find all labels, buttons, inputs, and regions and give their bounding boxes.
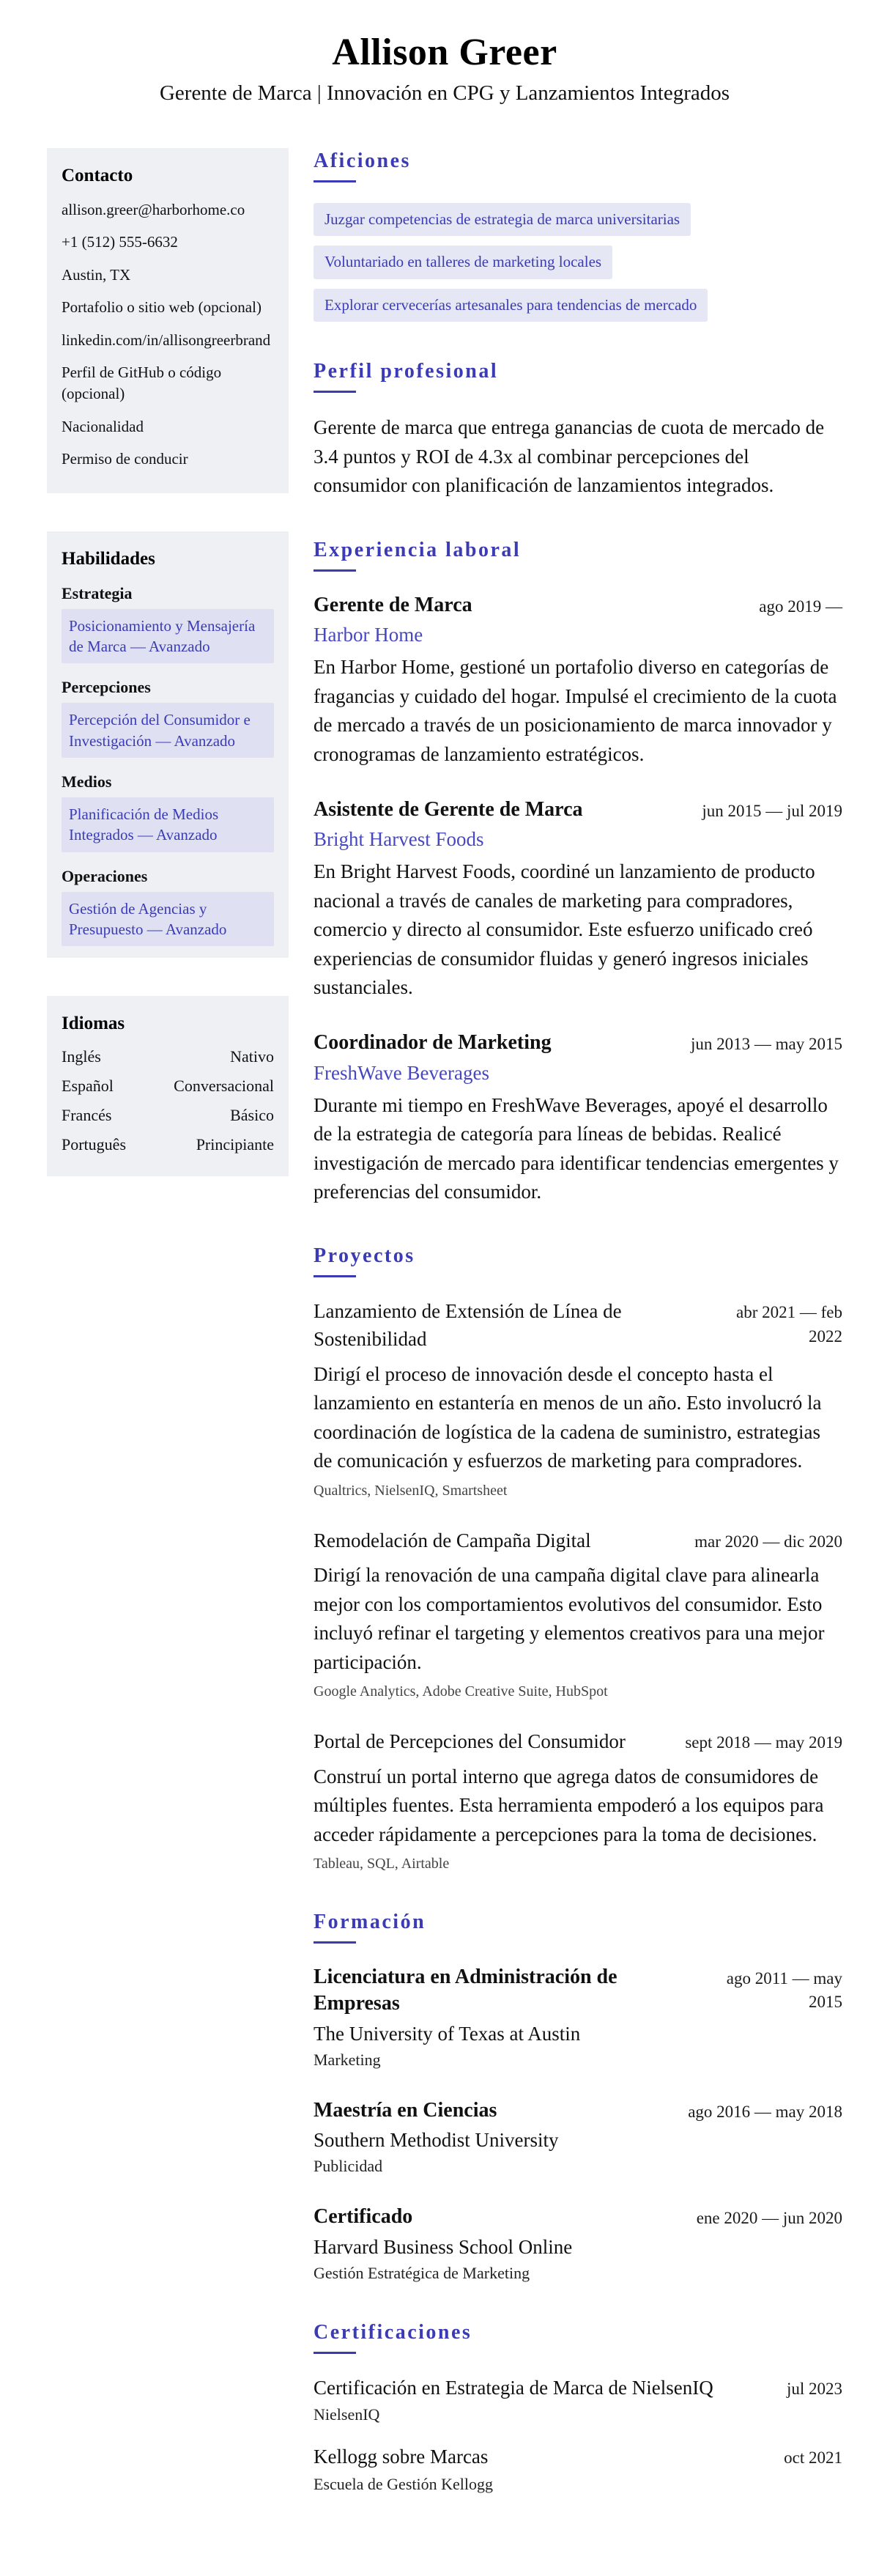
language-row bbox=[62, 1047, 274, 1066]
projects-section bbox=[314, 1244, 842, 1872]
profile-section-title: Perfil profesional bbox=[314, 359, 499, 383]
certification-date: jul 2023 bbox=[786, 2379, 842, 2398]
certifications-section-title: Certificaciones bbox=[314, 2320, 472, 2344]
certification-name: Certificación en Estrategia de Marca de NielsenIQ bbox=[314, 2376, 713, 2399]
hobby-row bbox=[314, 246, 842, 278]
main-column bbox=[314, 148, 842, 2532]
certification-issuer: Escuela de Gestión Kellogg bbox=[314, 2475, 493, 2494]
skills-section-title: Habilidades bbox=[62, 548, 155, 569]
project-tools: Google Analytics, Adobe Creative Suite, HubSpot bbox=[314, 1683, 608, 1700]
language-row bbox=[62, 1077, 274, 1096]
contact-portfolio: Portafolio o sitio web (opcional) bbox=[62, 298, 262, 317]
contact-linkedin: linkedin.com/in/allisongreerbrand bbox=[62, 331, 271, 349]
contact-section-title: Contacto bbox=[62, 166, 133, 185]
skill-group-label: Medios bbox=[62, 772, 112, 791]
education-entry bbox=[314, 2097, 842, 2176]
section-underline bbox=[314, 180, 356, 182]
certification-date: oct 2021 bbox=[784, 2448, 842, 2468]
hobby-pill: Voluntariado en talleres de marketing locales bbox=[314, 246, 612, 278]
language-name: Inglés bbox=[62, 1047, 101, 1066]
project-tools: Qualtrics, NielsenIQ, Smartsheet bbox=[314, 1482, 508, 1499]
language-level: Conversacional bbox=[174, 1077, 274, 1096]
project-description: Dirigí el proceso de innovación desde el concepto hasta el lanzamiento en estantería en menos de un año. Esto involucró la coordinación de logística de la cadena de suministro, estrategias de comunicación y esfuerzos de marketing para compradores. bbox=[314, 1363, 822, 1472]
candidate-name: Allison Greer bbox=[332, 32, 557, 73]
skill-chip: Gestión de Agencias y Presupuesto — Avanzado bbox=[62, 892, 274, 947]
skills-section bbox=[47, 531, 289, 959]
degree-name: Licenciatura en Administración de Empresas bbox=[314, 1966, 617, 2015]
languages-section-title: Idiomas bbox=[62, 1014, 125, 1034]
languages-section bbox=[47, 996, 289, 1176]
profile-section bbox=[314, 360, 842, 501]
skill-chip: Planificación de Medios Integrados — Avanzado bbox=[62, 797, 274, 852]
language-name: Francés bbox=[62, 1106, 112, 1125]
experience-section-title: Experiencia laboral bbox=[314, 538, 522, 561]
school-name: Harvard Business School Online bbox=[314, 2235, 573, 2258]
skill-group-strategy bbox=[62, 584, 274, 664]
certifications-section bbox=[314, 2321, 842, 2495]
project-dates: mar 2020 — dic 2020 bbox=[694, 1532, 842, 1551]
section-underline bbox=[314, 391, 356, 393]
skill-group-insights bbox=[62, 678, 274, 758]
education-dates: ago 2016 — may 2018 bbox=[688, 2102, 842, 2121]
skill-chip: Posicionamiento y Mensajería de Marca — Avanzado bbox=[62, 609, 274, 664]
project-tools: Tableau, SQL, Airtable bbox=[314, 1856, 450, 1872]
project-entry bbox=[314, 1527, 842, 1700]
experience-entry bbox=[314, 1030, 842, 1206]
section-underline bbox=[314, 2352, 356, 2354]
job-description: Durante mi tiempo en FreshWave Beverages, apoyé el desarrollo de la estrategia de categoría para líneas de bebidas. Realicé investigación de mercado para identificar tendencias emergentes y preferencias del consumidor. bbox=[314, 1093, 839, 1203]
hobby-row bbox=[314, 289, 842, 322]
project-entry bbox=[314, 1298, 842, 1499]
section-underline bbox=[314, 1941, 356, 1944]
projects-section-title: Proyectos bbox=[314, 1244, 415, 1268]
education-dates: ago 2011 — may 2015 bbox=[726, 1969, 842, 2012]
company-link[interactable]: FreshWave Beverages bbox=[314, 1061, 489, 1084]
project-name: Lanzamiento de Extensión de Línea de Sostenibilidad bbox=[314, 1300, 622, 1351]
project-name: Portal de Percepciones del Consumidor bbox=[314, 1730, 626, 1753]
resume-header bbox=[47, 31, 842, 106]
school-name: Southern Methodist University bbox=[314, 2129, 559, 2152]
skill-group-media bbox=[62, 772, 274, 852]
language-row bbox=[62, 1135, 274, 1154]
field-of-study: Publicidad bbox=[314, 2157, 383, 2176]
education-section bbox=[314, 1911, 842, 2283]
hobby-pill: Explorar cervecerías artesanales para tendencias de mercado bbox=[314, 289, 708, 322]
job-dates: jun 2013 — may 2015 bbox=[691, 1035, 842, 1054]
certification-entry bbox=[314, 2443, 842, 2494]
hobby-row bbox=[314, 203, 842, 236]
project-entry bbox=[314, 1728, 842, 1872]
field-of-study: Gestión Estratégica de Marketing bbox=[314, 2263, 530, 2282]
experience-entry bbox=[314, 592, 842, 769]
language-name: Português bbox=[62, 1135, 126, 1154]
hobbies-section-title: Aficiones bbox=[314, 150, 411, 172]
job-description: En Bright Harvest Foods, coordiné un lanzamiento de producto nacional a través de canales de marketing para compradores, comercio y directo al consumidor. Este esfuerzo unificado creó experiencias de consumidor fluidas y generó ingresos iniciales sustanciales. bbox=[314, 860, 815, 998]
project-name: Remodelación de Campaña Digital bbox=[314, 1529, 591, 1551]
contact-section bbox=[47, 148, 289, 493]
project-dates: sept 2018 — may 2019 bbox=[685, 1733, 842, 1752]
contact-github: Perfil de GitHub o código (opcional) bbox=[62, 363, 222, 403]
content-columns bbox=[47, 148, 842, 2532]
skill-chip: Percepción del Consumidor e Investigación — Avanzado bbox=[62, 703, 274, 758]
hobby-pill: Juzgar competencias de estrategia de marca universitarias bbox=[314, 203, 691, 236]
certification-issuer: NielsenIQ bbox=[314, 2405, 380, 2424]
company-link[interactable]: Harbor Home bbox=[314, 624, 423, 646]
job-role: Coordinador de Marketing bbox=[314, 1031, 552, 1055]
project-dates: abr 2021 — feb 2022 bbox=[736, 1303, 842, 1346]
contact-phone: +1 (512) 555-6632 bbox=[62, 233, 178, 251]
language-level: Nativo bbox=[230, 1047, 274, 1066]
skill-group-label: Estrategia bbox=[62, 583, 133, 602]
skill-group-operations bbox=[62, 867, 274, 947]
section-underline bbox=[314, 569, 356, 572]
certification-entry bbox=[314, 2374, 842, 2425]
degree-name: Maestría en Ciencias bbox=[314, 2098, 497, 2122]
skill-group-label: Percepciones bbox=[62, 678, 151, 697]
contact-nationality: Nacionalidad bbox=[62, 417, 144, 435]
hobbies-section bbox=[314, 150, 842, 322]
certification-name: Kellogg sobre Marcas bbox=[314, 2446, 489, 2468]
section-underline bbox=[314, 1275, 356, 1277]
profile-summary: Gerente de marca que entrega ganancias de cuota de mercado de 3.4 puntos y ROI de 4.3x al combinar percepciones del consumidor con planificación de lanzamientos integrados. bbox=[314, 416, 825, 497]
job-role: Gerente de Marca bbox=[314, 593, 472, 616]
education-entry bbox=[314, 1964, 842, 2070]
education-entry bbox=[314, 2204, 842, 2282]
job-role: Asistente de Gerente de Marca bbox=[314, 797, 583, 821]
language-name: Español bbox=[62, 1077, 114, 1096]
language-level: Principiante bbox=[196, 1135, 274, 1154]
company-link[interactable]: Bright Harvest Foods bbox=[314, 828, 484, 851]
job-dates: ago 2019 — bbox=[759, 597, 842, 616]
contact-location: Austin, TX bbox=[62, 265, 131, 284]
contact-email: allison.greer@harborhome.co bbox=[62, 201, 245, 218]
field-of-study: Marketing bbox=[314, 2050, 381, 2069]
language-level: Básico bbox=[230, 1106, 274, 1125]
job-dates: jun 2015 — jul 2019 bbox=[702, 801, 842, 820]
contact-driving-license: Permiso de conducir bbox=[62, 450, 188, 468]
degree-name: Certificado bbox=[314, 2205, 413, 2229]
sidebar bbox=[47, 148, 289, 1214]
skill-group-label: Operaciones bbox=[62, 866, 148, 885]
language-row bbox=[62, 1106, 274, 1125]
experience-section bbox=[314, 539, 842, 1206]
project-description: Dirigí la renovación de una campaña digital clave para alinearla mejor con los comportamientos evolutivos del consumidor. Esto incluyó refinar el targeting y elementos creativos para una mejor participación. bbox=[314, 1564, 825, 1673]
candidate-subtitle: Gerente de Marca | Innovación en CPG y Lanzamientos Integrados bbox=[159, 81, 730, 105]
education-dates: ene 2020 — jun 2020 bbox=[696, 2209, 842, 2228]
school-name: The University of Texas at Austin bbox=[314, 2022, 581, 2045]
job-description: En Harbor Home, gestioné un portafolio diverso en categorías de fragancias y cuidado del hogar. Impulsé el crecimiento de la cuota de mercado a través de un posicionamiento de marca innovador y cronogramas de lanzamiento estratégicos. bbox=[314, 656, 837, 765]
experience-entry bbox=[314, 797, 842, 1002]
education-section-title: Formación bbox=[314, 1911, 426, 1934]
project-description: Construí un portal interno que agrega datos de consumidores de múltiples fuentes. Esta herramienta empoderó a los equipos para acceder rápidamente a percepciones para la toma de decisiones. bbox=[314, 1765, 824, 1845]
